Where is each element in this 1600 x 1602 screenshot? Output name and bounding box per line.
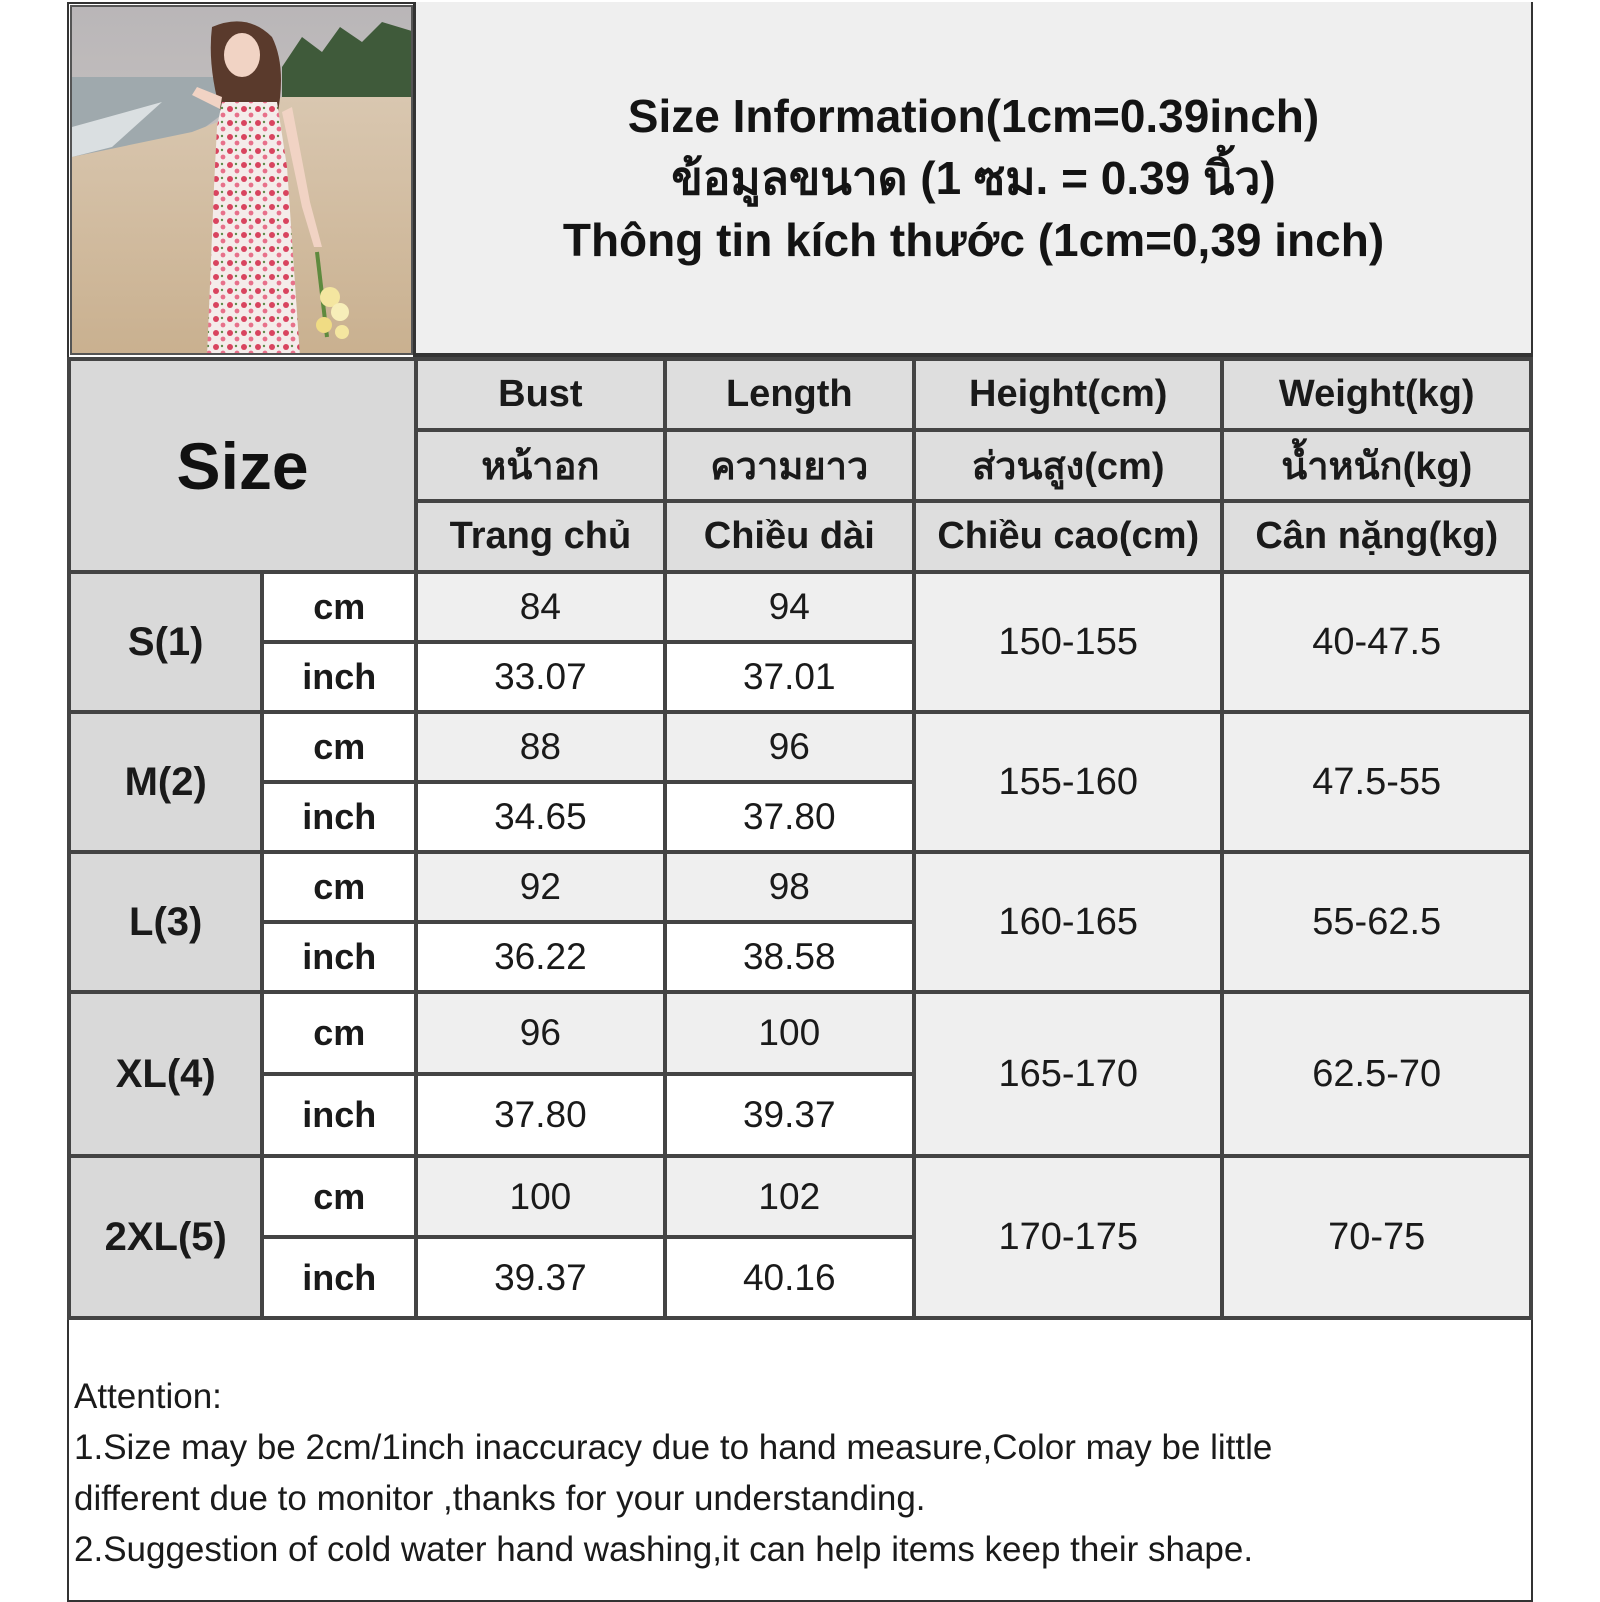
weight-header-th: น้ำหนัก(kg) <box>1222 430 1531 501</box>
length-cm: 96 <box>665 712 914 782</box>
height-header-en: Height(cm) <box>914 359 1222 430</box>
bust-header-vi: Trang chủ <box>416 501 664 572</box>
table-row <box>69 712 1531 782</box>
unit-inch: inch <box>262 782 416 852</box>
size-label: S(1) <box>69 572 262 712</box>
bust-header-en: Bust <box>416 359 664 430</box>
bust-inch: 36.22 <box>416 922 664 992</box>
size-label: L(3) <box>69 852 262 992</box>
bust-inch: 34.65 <box>416 782 664 852</box>
length-inch: 37.80 <box>665 782 914 852</box>
bust-cm: 84 <box>416 572 664 642</box>
weight-range: 70-75 <box>1222 1156 1531 1318</box>
size-label: 2XL(5) <box>69 1156 262 1318</box>
bust-inch: 37.80 <box>416 1074 664 1156</box>
floral-dress-model-photo <box>72 7 413 355</box>
table-row <box>69 572 1531 642</box>
header-row-english <box>69 359 1531 430</box>
unit-inch: inch <box>262 1074 416 1156</box>
bust-cm: 88 <box>416 712 664 782</box>
unit-cm: cm <box>262 852 416 922</box>
length-inch: 39.37 <box>665 1074 914 1156</box>
unit-cm: cm <box>262 1156 416 1237</box>
table-row <box>69 992 1531 1074</box>
bust-cm: 92 <box>416 852 664 922</box>
length-cm: 102 <box>665 1156 914 1237</box>
weight-range: 40-47.5 <box>1222 572 1531 712</box>
product-photo <box>70 5 413 355</box>
weight-range: 47.5-55 <box>1222 712 1531 852</box>
weight-range: 55-62.5 <box>1222 852 1531 992</box>
notes-line-1: 1.Size may be 2cm/1inch inaccuracy due to hand measure,Color may be little <box>74 1428 1273 1467</box>
unit-cm: cm <box>262 572 416 642</box>
length-cm: 94 <box>665 572 914 642</box>
weight-range: 62.5-70 <box>1222 992 1531 1156</box>
attention-notes <box>74 1371 1514 1575</box>
bust-inch: 39.37 <box>416 1237 664 1318</box>
height-range: 160-165 <box>914 852 1222 992</box>
bust-header-th: หน้าอก <box>416 430 664 501</box>
title-english: Size Information(1cm=0.39inch) <box>627 89 1320 142</box>
length-inch: 40.16 <box>665 1237 914 1318</box>
size-label: XL(4) <box>69 992 262 1156</box>
notes-line-3: 2.Suggestion of cold water hand washing,it can help items keep their shape. <box>74 1530 1254 1569</box>
weight-header-vi: Cân nặng(kg) <box>1222 501 1531 572</box>
height-header-vi: Chiều cao(cm) <box>914 501 1222 572</box>
notes-heading: Attention: <box>74 1377 222 1416</box>
bust-inch: 33.07 <box>416 642 664 712</box>
title-thai: ข้อมูลขนาด (1 ซม. = 0.39 นิ้ว) <box>671 151 1276 204</box>
unit-cm: cm <box>262 712 416 782</box>
height-range: 155-160 <box>914 712 1222 852</box>
title-vietnamese: Thông tin kích thước (1cm=0,39 inch) <box>562 213 1385 266</box>
length-header-th: ความยาว <box>665 430 914 501</box>
length-header-en: Length <box>665 359 914 430</box>
length-header-vi: Chiều dài <box>665 501 914 572</box>
length-cm: 100 <box>665 992 914 1074</box>
notes-line-2: different due to monitor ,thanks for your understanding. <box>74 1479 926 1518</box>
length-inch: 37.01 <box>665 642 914 712</box>
size-label: M(2) <box>69 712 262 852</box>
height-range: 170-175 <box>914 1156 1222 1318</box>
size-table <box>67 357 1533 1320</box>
bust-cm: 100 <box>416 1156 664 1237</box>
size-column-header: Size <box>69 359 416 572</box>
unit-cm: cm <box>262 992 416 1074</box>
length-inch: 38.58 <box>665 922 914 992</box>
weight-header-en: Weight(kg) <box>1222 359 1531 430</box>
title-panel <box>413 2 1531 357</box>
height-header-th: ส่วนสูง(cm) <box>914 430 1222 501</box>
table-row <box>69 852 1531 922</box>
bust-cm: 96 <box>416 992 664 1074</box>
height-range: 165-170 <box>914 992 1222 1156</box>
height-range: 150-155 <box>914 572 1222 712</box>
length-cm: 98 <box>665 852 914 922</box>
table-row <box>69 1156 1531 1237</box>
unit-inch: inch <box>262 922 416 992</box>
unit-inch: inch <box>262 1237 416 1318</box>
unit-inch: inch <box>262 642 416 712</box>
